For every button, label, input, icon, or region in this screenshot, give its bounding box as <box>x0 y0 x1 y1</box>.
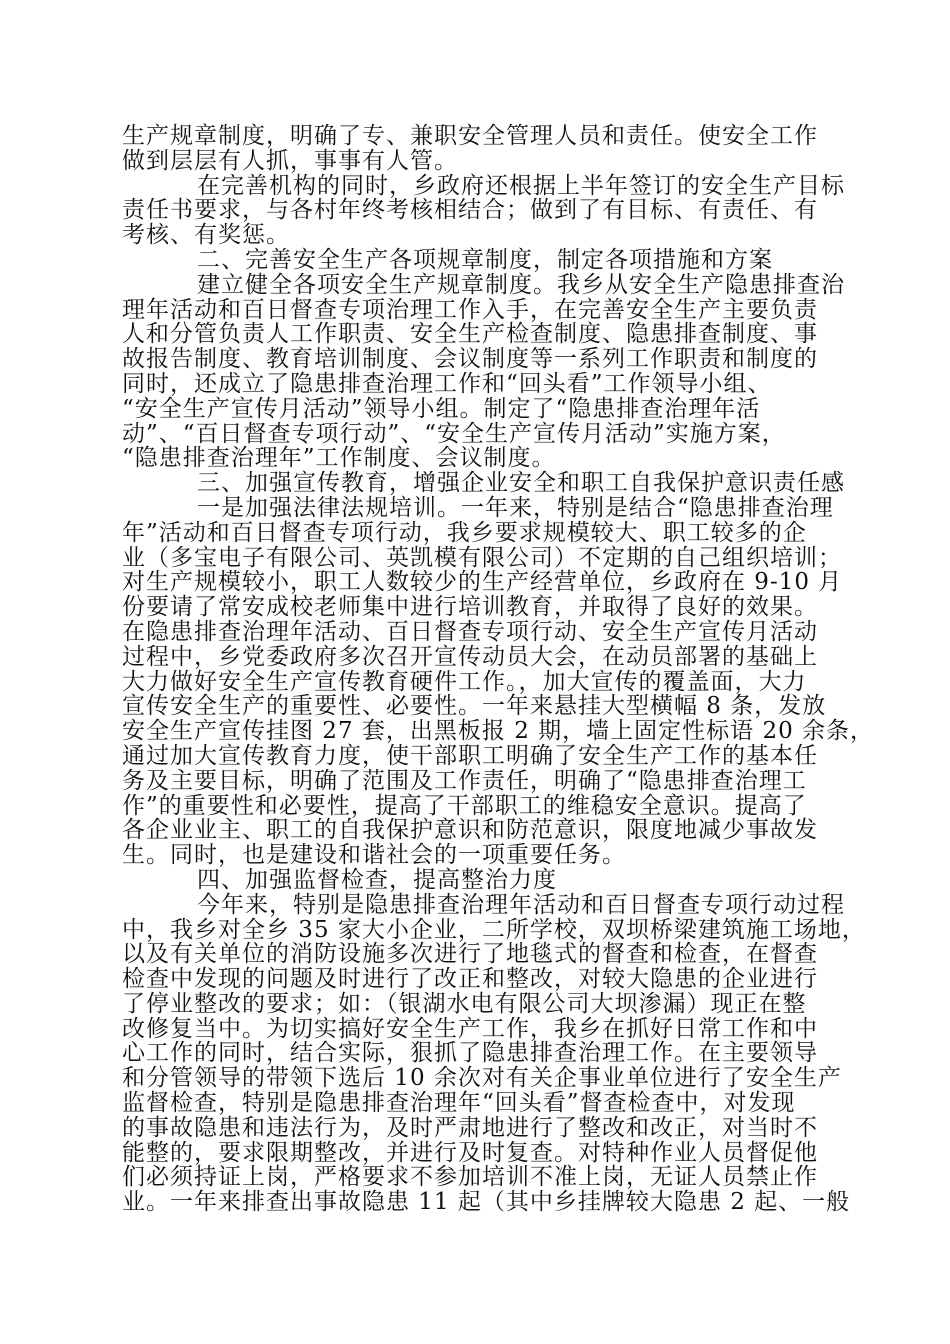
text-line: “隐患排查治理年”工作制度、会议制度。 <box>122 445 556 472</box>
text-line: 业（多宝电子有限公司、英凯模有限公司）不定期的自己组织培训； <box>122 544 842 571</box>
text-line: 年”活动和百日督查专项行动，我乡要求规模较大、职工较多的企 <box>122 519 807 546</box>
text-line: 份要请了常安成校老师集中进行培训教育，并取得了良好的效果。 <box>122 594 818 621</box>
text-line: 人和分管负责人工作职责、安全生产检查制度、隐患排查制度、事 <box>122 321 818 348</box>
text-line: 监督检查，特别是隐患排查治理年“回头看”督查检查中，对发现 <box>122 1090 796 1117</box>
paragraph-first-line: 四、加强监督检查，提高整治力度 <box>197 866 557 893</box>
text-line: 做到层层有人抓，事事有人管。 <box>122 147 458 174</box>
text-line: 的事故隐患和违法行为，及时严肃地进行了整改和改正，对当时不 <box>122 1114 818 1141</box>
text-line: 安全生产宣传挂图 27 套，出黑板报 2 期，墙上固定性标语 20 余条， <box>122 718 875 745</box>
text-line: 在隐患排查治理年活动、百日督查专项行动、安全生产宣传月活动 <box>122 618 818 645</box>
text-line: 改修复当中。为切实搞好安全生产工作，我乡在抓好日常工作和中 <box>122 1015 818 1042</box>
text-line: 大力做好安全生产宣传教育硬件工作。，加大宣传的覆盖面，大力 <box>122 668 807 695</box>
text-line: 们必须持证上岗，严格要求不参加培训不准上岗，无证人员禁止作 <box>122 1164 818 1191</box>
paragraph-first-line: 一是加强法律法规培训。一年来，特别是结合“隐患排查治理 <box>197 494 834 521</box>
text-line: 以及有关单位的消防设施多次进行了地毯式的督查和检查，在督查 <box>122 941 818 968</box>
text-line: 理年活动和百日督查专项治理工作入手，在完善安全生产主要负责 <box>122 296 818 323</box>
paragraph-first-line: 在完善机构的同时，乡政府还根据上半年签订的安全生产目标 <box>197 172 845 199</box>
text-line: 过程中，乡党委政府多次召开宣传动员大会，在动员部署的基础上 <box>122 643 818 670</box>
paragraph-first-line: 二、完善安全生产各项规章制度，制定各项措施和方案 <box>197 246 773 273</box>
text-line: 故报告制度、教育培训制度、会议制度等一系列工作职责和制度的 <box>122 346 818 373</box>
paragraph-first-line: 三、加强宣传教育，增强企业安全和职工自我保护意识责任感 <box>197 470 845 497</box>
text-line: 中，我乡对全乡 35 家大小企业，二所学校，双坝桥梁建筑施工场地， <box>122 916 866 943</box>
text-line: 业。一年来排查出事故隐患 11 起（其中乡挂牌较大隐患 2 起、一般 <box>122 1189 851 1216</box>
text-line: 同时，还成立了隐患排查治理工作和“回头看”工作领导小组、 <box>122 370 772 397</box>
document-page <box>122 123 875 1216</box>
text-line: 通过加大宣传教育力度，使干部职工明确了安全生产工作的基本任 <box>122 742 818 769</box>
paragraph-first-line: 建立健全各项安全生产规章制度。我乡从安全生产隐患排查治 <box>197 271 845 298</box>
text-line: “安全生产宣传月活动”领导小组。制定了“隐患排查治理年活 <box>122 395 761 422</box>
text-line: 对生产规模较小，职工人数较少的生产经营单位，乡政府在 9-10 月 <box>122 569 843 596</box>
paragraph-first-line: 今年来，特别是隐患排查治理年活动和百日督查专项行动过程 <box>197 891 845 918</box>
text-line: 作”的重要性和必要性，提高了干部职工的维稳安全意识。提高了 <box>122 792 807 819</box>
text-line: 各企业业主、职工的自我保护意识和防范意识，限度地减少事故发 <box>122 817 818 844</box>
text-line: 能整的，要求限期整改，并进行及时复查。对特种作业人员督促他 <box>122 1139 818 1166</box>
text-line: 心工作的同时，结合实际，狠抓了隐患排查治理工作。在主要领导 <box>122 1040 818 1067</box>
text-line: 生产规章制度，明确了专、兼职安全管理人员和责任。使安全工作 <box>122 123 818 149</box>
text-line: 宣传安全生产的重要性、必要性。一年来悬挂大型横幅 8 条，发放 <box>122 693 827 720</box>
text-line: 和分管领导的带领下选后 10 余次对有关企事业单位进行了安全生产 <box>122 1065 842 1092</box>
text-line: 检查中发现的问题及时进行了改正和整改，对较大隐患的企业进行 <box>122 966 818 993</box>
text-line: 务及主要目标，明确了范围及工作责任，明确了“隐患排查治理工 <box>122 767 807 794</box>
text-line: 责任书要求，与各村年终考核相结合；做到了有目标、有责任、有 <box>122 197 818 224</box>
text-line: 考核、有奖惩。 <box>122 222 290 249</box>
text-line: 生。同时，也是建设和谐社会的一项重要任务。 <box>122 842 626 869</box>
text-line: 了停业整改的要求；如：（银湖水电有限公司大坝渗漏）现正在整 <box>122 990 807 1017</box>
text-line: 动”、“百日督查专项行动”、“安全生产宣传月活动”实施方案， <box>122 420 786 447</box>
